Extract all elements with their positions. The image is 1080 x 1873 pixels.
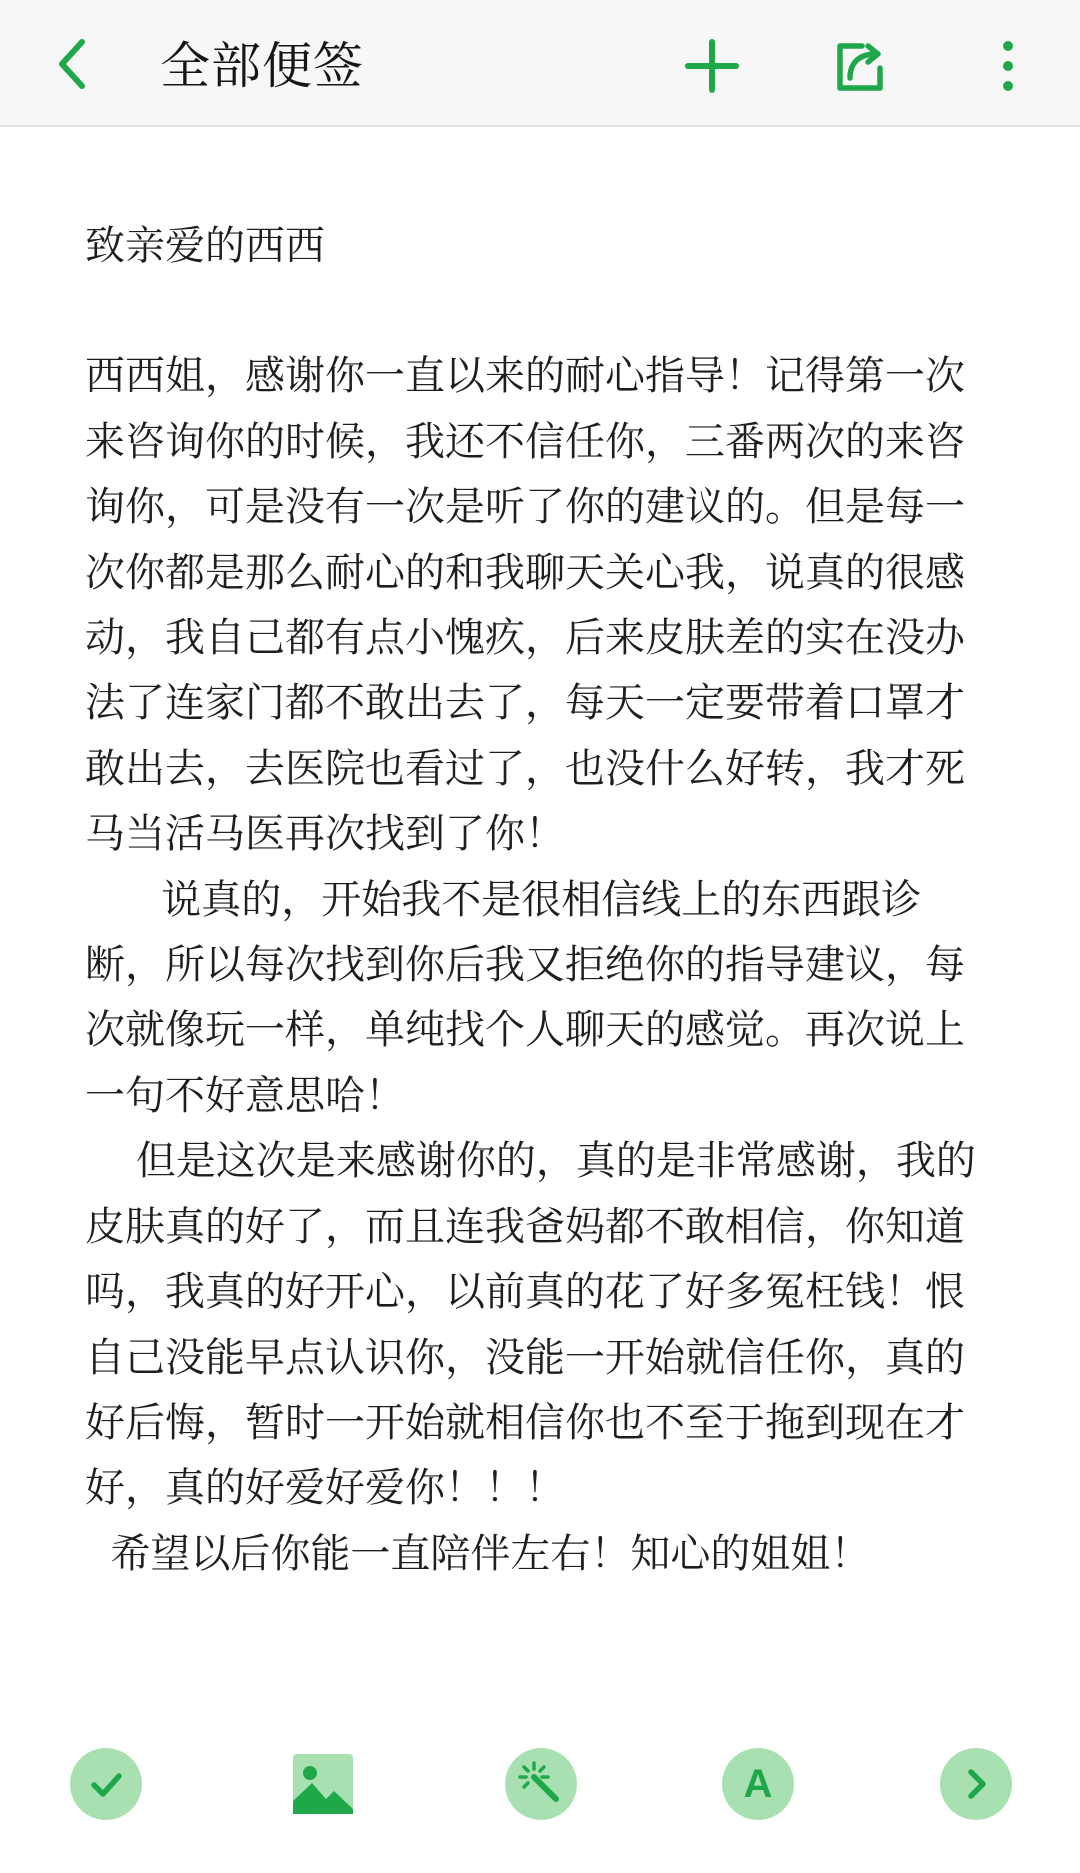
note-paragraph: 说真的，开始我不是很相信线上的东西跟诊断，所以每次找到你后我又拒绝你的指导建议，每次就像玩一样，单纯找个人聊天的感觉。再次说上一句不好意思哈！ [85,876,965,1119]
bottom-toolbar [0,1748,1080,1856]
more-vertical-icon [998,38,1018,94]
next-button[interactable] [940,1748,1012,1820]
checklist-button[interactable] [70,1748,142,1820]
chevron-left-icon [52,36,92,92]
note-greeting: 致亲爱的西西 [85,223,325,269]
note-paragraph: 希望以后你能一直陪伴左右！知心的姐姐！ [85,1530,871,1577]
text-format-button[interactable] [722,1748,794,1820]
font-icon: A [743,1762,773,1806]
magic-wand-icon [516,1759,566,1809]
top-bar [0,0,1080,127]
note-body[interactable] [85,214,985,1587]
share-icon [832,38,888,94]
page-title: 全部便签 [160,37,364,95]
plus-icon [684,38,740,94]
add-note-button[interactable] [682,36,742,96]
insert-image-button[interactable] [287,1748,359,1820]
image-icon [290,1751,356,1817]
check-icon [86,1764,126,1804]
more-options-button[interactable] [978,36,1038,96]
note-paragraph: 但是这次是来感谢你的，真的是非常感谢，我的皮肤真的好了，而且连我爸妈都不敢相信，你知道吗，我真的好开心，以前真的花了好多冤枉钱！恨自己没能早点认识你，没能一开始就信任你，真的好后悔，暂时一开始就相信你也不至于拖到现在才好，真的好爱好爱你！！！ [85,1138,976,1512]
note-paragraph: 西西姐，感谢你一直以来的耐心指导！记得第一次来咨询你的时候，我还不信任你，三番两次的来咨询你，可是没有一次是听了你的建议的。但是每一次你都是那么耐心的和我聊天关心我，说真的很感动，我自己都有点小愧疚，后来皮肤差的实在没办法了连家门都不敢出去了，每天一定要带着口罩才敢出去，去医院也看过了，也没什么好转，我才死马当活马医再次找到了你！ [85,353,965,858]
share-button[interactable] [830,36,890,96]
chevron-right-icon [956,1764,996,1804]
back-button[interactable] [44,36,100,92]
magic-button[interactable] [505,1748,577,1820]
